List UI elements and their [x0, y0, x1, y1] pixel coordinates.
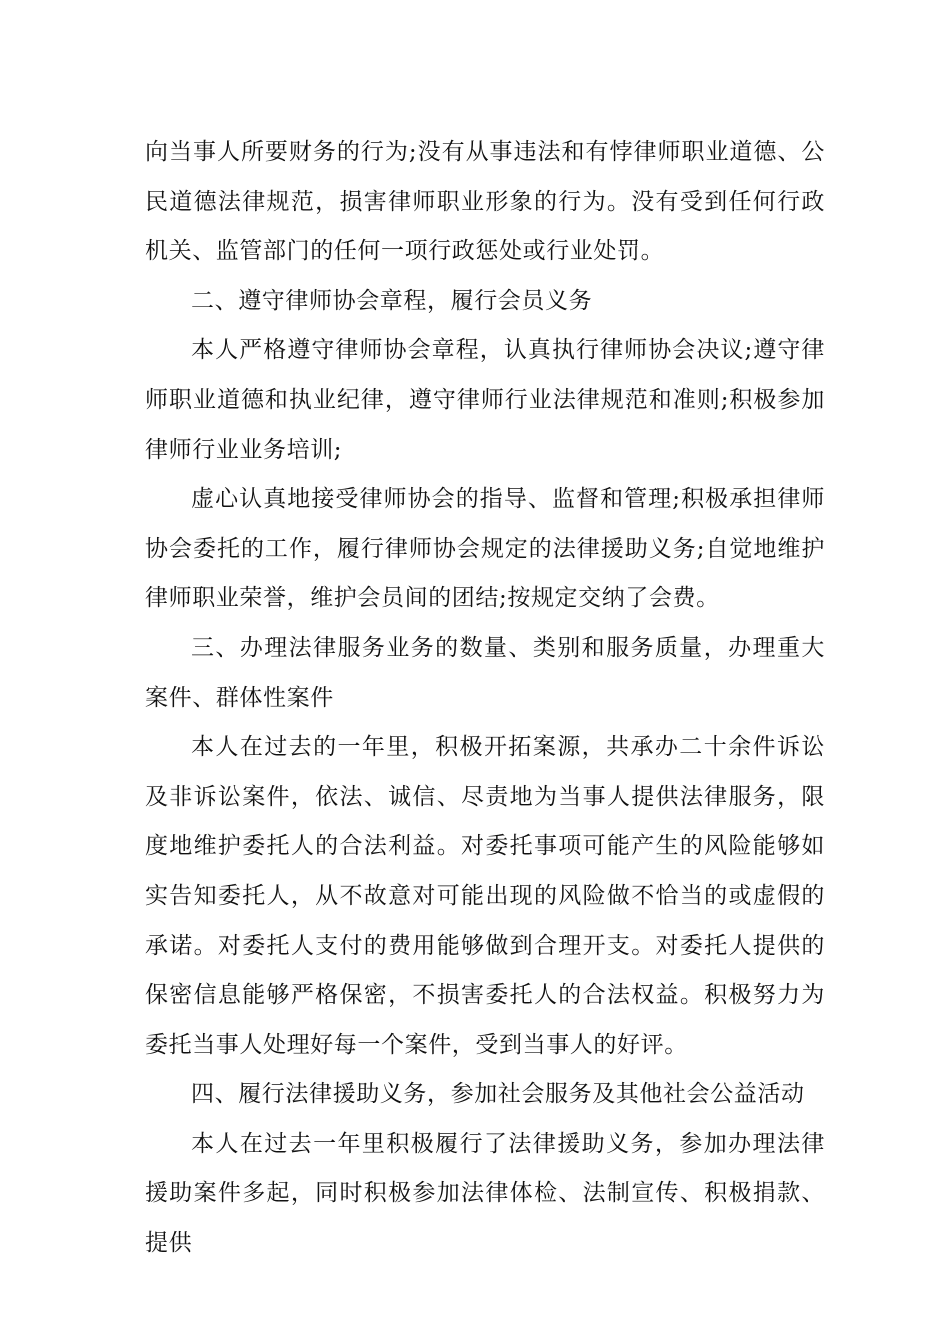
paragraph-legal-aid: 本人在过去一年里积极履行了法律援助义务，参加办理法律援助案件多起，同时积极参加法律体检、法制宣传、积极捐款、提供: [145, 1130, 825, 1257]
paragraph-case-handling: 本人在过去的一年里，积极开拓案源，共承办二十余件诉讼及非诉讼案件，依法、诚信、尽责地为当事人提供法律服务，限度地维护委托人的合法利益。对委托事项可能产生的风险能够如实告知委托人，从不故意对可能出现的风险做不恰当的或虚假的承诺。对委托人支付的费用能够做到合理开支。对委托人提供的保密信息能够严格保密，不损害委托人的合法权益。积极努力为委托当事人处理好每一个案件，受到当事人的好评。: [145, 734, 825, 1058]
section-heading-2: 二、遵守律师协会章程，履行会员义务: [191, 287, 593, 314]
paragraph-association-rules: 本人严格遵守律师协会章程，认真执行律师协会决议;遵守律师职业道德和执业纪律，遵守律师行业法律规范和准则;积极参加律师行业业务培训;: [145, 337, 825, 463]
section-heading-3: 三、办理法律服务业务的数量、类别和服务质量，办理重大案件、群体性案件: [145, 634, 825, 711]
document-body: [145, 128, 825, 1269]
paragraph-association-supervision: 虚心认真地接受律师协会的指导、监督和管理;积极承担律师协会委托的工作，履行律师协会规定的法律援助义务;自觉地维护律师职业荣誉，维护会员间的团结;按规定交纳了会费。: [145, 486, 825, 612]
section-heading-4: 四、履行法律援助义务，参加社会服务及其他社会公益活动: [191, 1081, 805, 1108]
paragraph-continuation: 向当事人所要财务的行为;没有从事违法和有悖律师职业道德、公民道德法律规范，损害律师职业形象的行为。没有受到任何行政机关、监管部门的任何一项行政惩处或行业处罚。: [145, 139, 825, 265]
